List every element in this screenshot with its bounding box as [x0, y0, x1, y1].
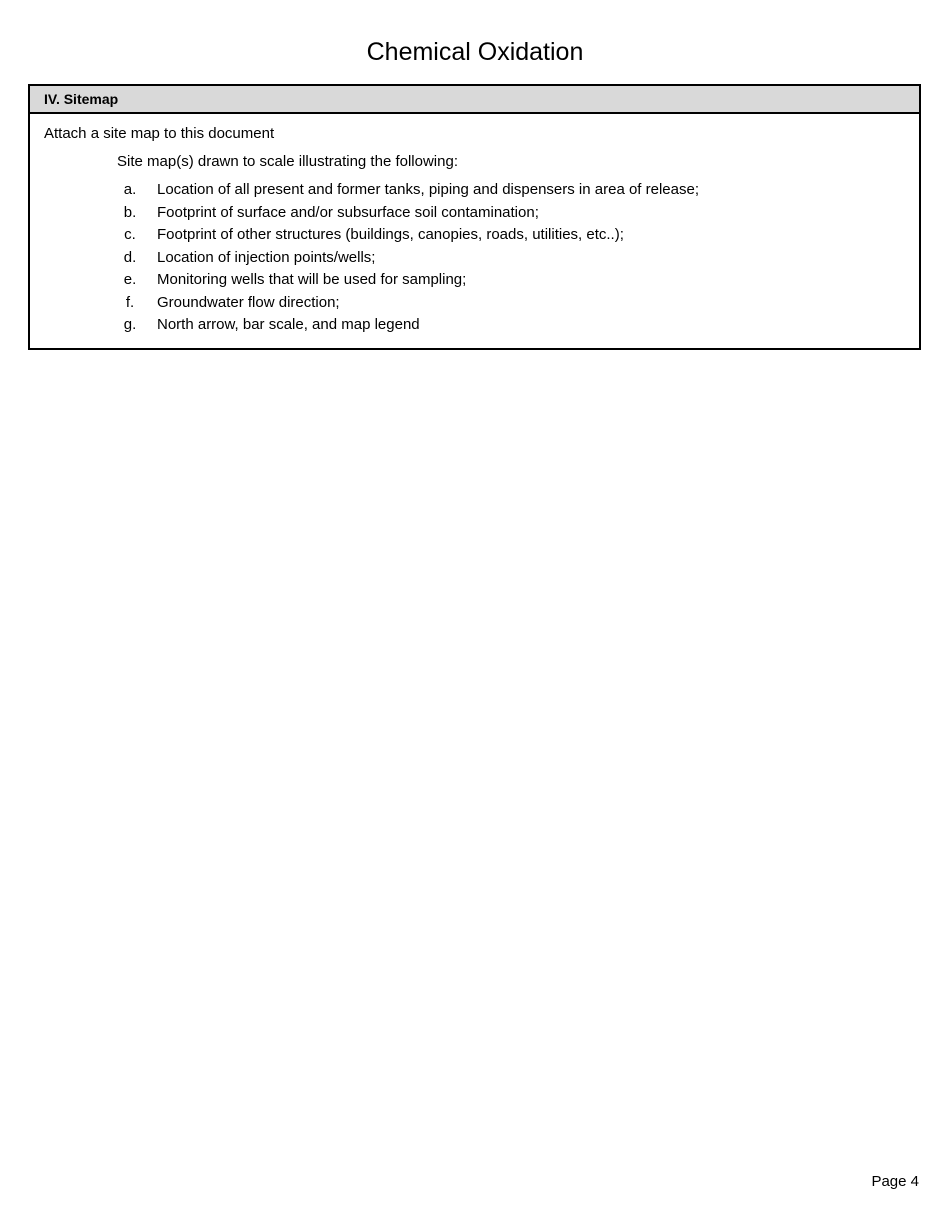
list-item-text: Footprint of surface and/or subsurface soil contamination;	[157, 203, 539, 221]
list-item-marker: c.	[124, 226, 136, 243]
list-item-text: Groundwater flow direction;	[157, 293, 340, 311]
sitemap-section	[28, 84, 921, 350]
list-item-marker: f.	[125, 293, 135, 311]
list-item-marker: a.	[123, 181, 137, 198]
attach-instruction: Attach a site map to this document	[44, 125, 275, 142]
list-item-text: Footprint of other structures (buildings, canopies, roads, utilities, etc..);	[157, 226, 624, 243]
list-intro: Site map(s) drawn to scale illustrating the following:	[117, 153, 458, 170]
section-header: IV. Sitemap	[30, 86, 919, 114]
list-item-text: North arrow, bar scale, and map legend	[157, 316, 420, 333]
document-title: Chemical Oxidation	[366, 38, 584, 66]
list-item-marker: b.	[123, 203, 137, 221]
list-item-marker: e.	[123, 271, 137, 288]
list-item-text: Location of injection points/wells;	[157, 248, 376, 266]
page-number: Page 4	[871, 1173, 919, 1190]
list-item-marker: g.	[123, 316, 137, 333]
list-item-text: Location of all present and former tanks, piping and dispensers in area of release;	[157, 181, 699, 198]
list-item-marker: d.	[123, 248, 137, 266]
list-item-text: Monitoring wells that will be used for sampling;	[157, 271, 467, 288]
